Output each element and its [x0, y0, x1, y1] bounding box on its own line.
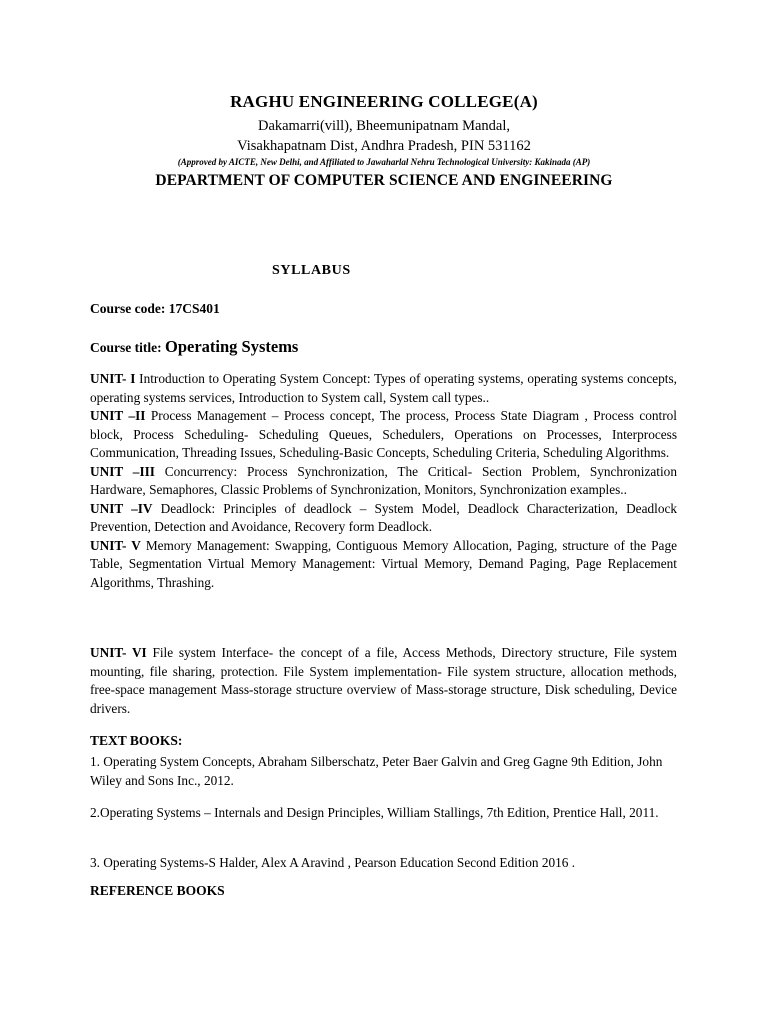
unit-text: Deadlock: Principles of deadlock – System Model, Deadlock Characterization, Deadlock Prevention, Detection and Avoidance, Recovery form Deadlock.: [90, 500, 678, 534]
unit-label: UNIT- V: [90, 537, 141, 553]
reference-books-heading: REFERENCE BOOKS: [90, 883, 225, 898]
units-block: [90, 370, 677, 592]
department-name: DEPARTMENT OF COMPUTER SCIENCE AND ENGINEERING: [155, 172, 613, 189]
unit-label: UNIT –IV: [90, 500, 153, 516]
unit-item: [90, 500, 677, 537]
unit-item: [90, 407, 677, 463]
text-book-item: 2.Operating Systems – Internals and Design Principles, William Stallings, 7th Edition, Prentice Hall, 2011.: [90, 805, 659, 820]
unit-item: [90, 644, 677, 718]
course-title-label: Course title:: [90, 340, 162, 355]
college-name: RAGHU ENGINEERING COLLEGE(A): [230, 92, 538, 111]
unit-label: UNIT –II: [90, 408, 146, 423]
unit-text: Memory Management: Swapping, Contiguous Memory Allocation, Paging, structure of the Page Table, Segmentation Virtual Memory Management: Virtual Memory, Demand Paging, Page Replacement Algorithms, Thrashing.: [90, 537, 677, 590]
text-books-heading: TEXT BOOKS:: [90, 733, 183, 748]
unit-text: Process Management – Process concept, The process, Process State Diagram , Process control block, Process Scheduling- Scheduling Queues, Schedulers, Operations on Processes, Interprocess Communication, Threading Issues, Scheduling-Basic Concepts, Scheduling Criteria, Scheduling Algorithms.: [90, 408, 677, 460]
unit-text: Introduction to Operating System Concept: Types of operating systems, operating systems concepts, operating systems services, Introduction to System call, System call types..: [90, 371, 677, 405]
unit-label: UNIT –III: [90, 463, 155, 479]
unit-label: UNIT- I: [90, 371, 136, 386]
text-book-item: 3. Operating Systems-S Halder, Alex A Aravind , Pearson Education Second Edition 2016 .: [90, 855, 576, 870]
syllabus-heading: SYLLABUS: [272, 263, 351, 278]
unit-item: [90, 463, 677, 500]
course-code: Course code: 17CS401: [90, 301, 220, 316]
address-line-2: Visakhapatnam Dist, Andhra Pradesh, PIN 531162: [237, 138, 531, 154]
unit-text: Concurrency: Process Synchronization, The Critical- Section Problem, Synchronization Hardware, Semaphores, Classic Problems of Synchronization, Monitors, Synchronization examples..: [90, 463, 677, 497]
unit-item: [90, 537, 677, 593]
unit-label: UNIT- VI: [90, 645, 147, 660]
course-title: [90, 337, 298, 357]
unit-text: File system Interface- the concept of a file, Access Methods, Directory structure, File system mounting, file sharing, protection. File System implementation- File system structure, allocation methods, free-space management Mass-storage structure overview of Mass-storage structure, Disk scheduling, Device drivers.: [90, 645, 678, 716]
approval-note: (Approved by AICTE, New Delhi, and Affiliated to Jawaharlal Nehru Technological University: Kakinada (AP): [177, 157, 591, 167]
text-book-item: 1. Operating System Concepts, Abraham Silberschatz, Peter Baer Galvin and Greg Gagne 9th Edition, John Wiley and Sons Inc., 2012.: [90, 754, 663, 788]
address-line-1: Dakamarri(vill), Bheemunipatnam Mandal,: [257, 118, 511, 134]
unit-item: [90, 370, 677, 407]
course-title-value: Operating Systems: [164, 337, 299, 356]
